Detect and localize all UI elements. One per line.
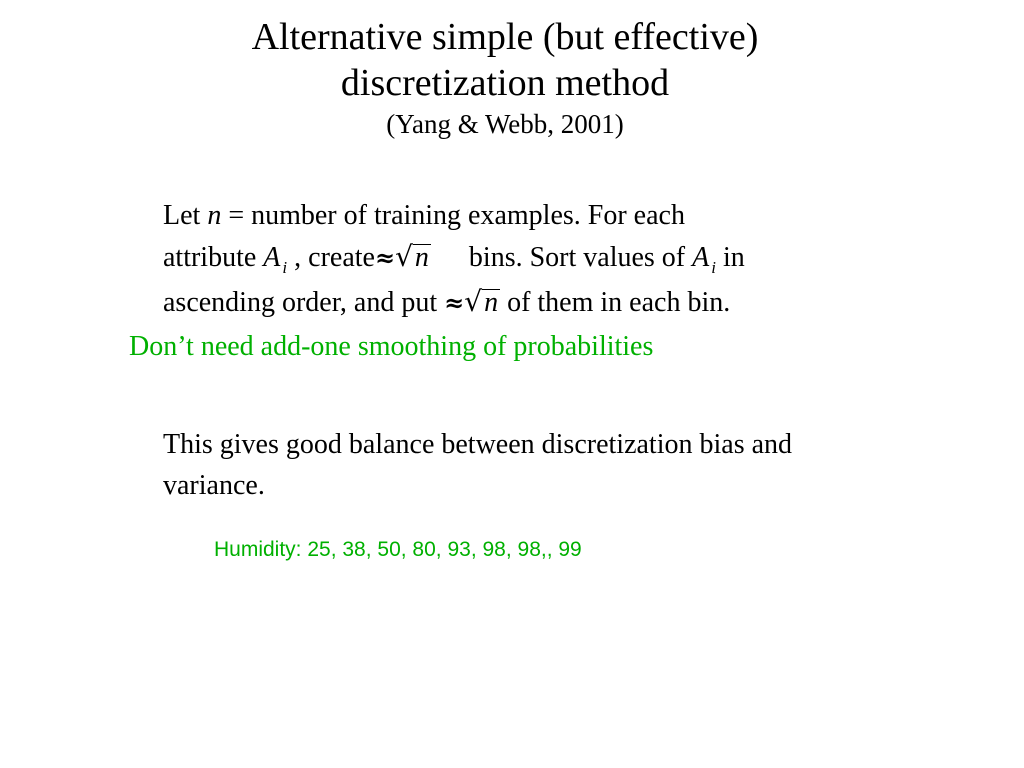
- let-text: Let: [163, 200, 208, 231]
- slide-title-line-1: Alternative simple (but effective): [251, 16, 759, 58]
- sqrt-n-expression-2: [464, 281, 500, 323]
- approx-symbol-2: ≈: [444, 288, 465, 317]
- radicand-n-2: n: [484, 287, 499, 318]
- in-text: in: [715, 242, 745, 273]
- humidity-example: Humidity: 25, 38, 50, 80, 93, 98, 98,, 99: [214, 538, 582, 561]
- smoothing-note: Don’t need add-one smoothing of probabilities: [129, 331, 654, 362]
- definition-line-2: [163, 236, 943, 281]
- balance-line-1: This gives good balance between discretization bias and: [163, 429, 793, 460]
- of-them-text: of them in each bin.: [500, 287, 731, 318]
- variable-A: A: [263, 242, 281, 273]
- slide-title-block: [0, 14, 1010, 140]
- sqrt-n-expression: [395, 236, 431, 278]
- create-text: , create: [287, 242, 375, 273]
- variable-n: n: [207, 200, 222, 231]
- citation: (Yang & Webb, 2001): [386, 109, 624, 139]
- bins-sort-text: bins. Sort values of: [468, 242, 693, 273]
- variable-A-2: A: [692, 242, 710, 273]
- ascending-text: ascending order, and put: [163, 287, 445, 318]
- slide-title-line-2: discretization method: [340, 62, 670, 104]
- definition-paragraph: [163, 195, 943, 323]
- definition-line-3: [163, 281, 943, 323]
- radicand-n: n: [414, 242, 429, 273]
- balance-paragraph: [163, 424, 943, 506]
- radical-sign-2: √: [464, 285, 483, 318]
- approx-symbol: ≈: [374, 243, 396, 272]
- radical-sign: √: [395, 240, 413, 273]
- definition-line-1: [163, 195, 943, 236]
- subscript-i: i: [282, 258, 288, 277]
- definition-rest: = number of training examples. For each: [221, 200, 685, 231]
- subscript-i-2: i: [711, 258, 716, 277]
- attribute-text: attribute: [163, 242, 264, 273]
- balance-line-2: variance.: [163, 470, 265, 501]
